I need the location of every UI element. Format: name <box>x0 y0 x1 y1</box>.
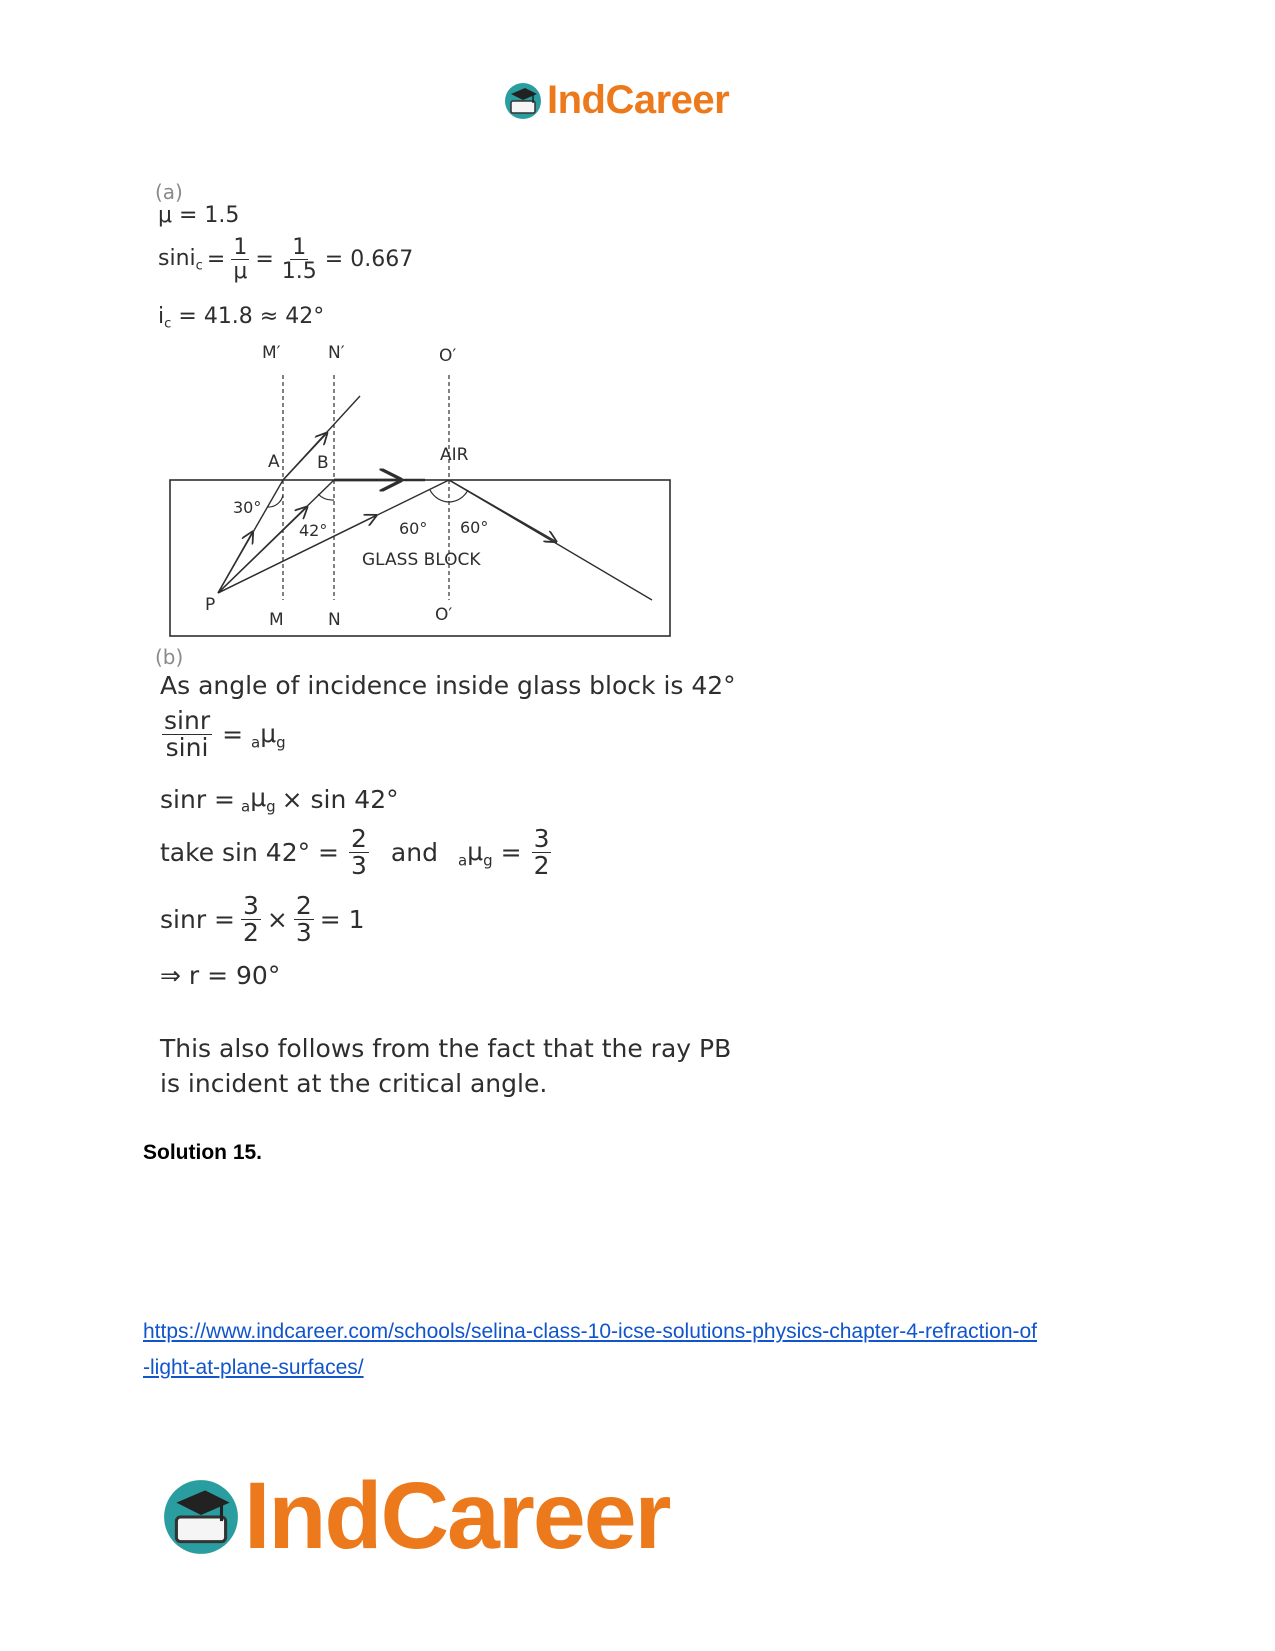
sin-ic-lhs: sini$_c$ <box>158 245 203 274</box>
substitution-line: take sin 42° = $\frac{2}{3}$ and $_a\mu_g$ = $\frac{3}{2}$ <box>160 824 550 881</box>
source-link-line-1[interactable]: https://www.indcareer.com/schools/selina-class-10-icse-solutions-physics-chapter-4-refraction-of <box>143 1320 1038 1343</box>
arc-30 <box>267 495 283 507</box>
graduation-book-icon <box>503 81 543 121</box>
source-link[interactable] <box>143 1314 1143 1386</box>
snell-ratio-equation <box>160 708 286 762</box>
glass-block-diagram <box>150 335 690 645</box>
refractive-index-symbol: $_a\mu_g$ <box>457 836 493 869</box>
sinr-equation: sinr = $_a\mu_g$ × sin 42° <box>160 783 399 816</box>
label-m: M <box>269 610 284 630</box>
arc-42 <box>318 494 334 500</box>
label-angle-60-left: 60° <box>399 519 428 538</box>
label-b: B <box>317 453 329 473</box>
footer-logo <box>160 1462 670 1571</box>
fraction-two-thirds: $\frac{2}{3}$ <box>295 891 312 948</box>
arc-60-right <box>449 490 468 502</box>
ray-pb-arrow <box>218 508 306 593</box>
fraction-one-over-1-5: $\frac{1}{1.5}$ <box>281 235 317 285</box>
note-line-2: is incident at the critical angle. <box>160 1069 548 1098</box>
fraction-three-halves: $\frac{3}{2}$ <box>533 824 550 881</box>
label-o-prime-bottom: O′ <box>435 605 453 625</box>
source-link-line-2[interactable]: -light-at-plane-surfaces/ <box>143 1356 364 1379</box>
incidence-statement: As angle of incidence inside glass block is 42° <box>160 671 736 700</box>
sin-ic-equation <box>158 236 413 283</box>
label-angle-42: 42° <box>299 521 328 540</box>
label-p: P <box>205 595 216 615</box>
arc-60-left <box>430 490 449 502</box>
equals-sign: = <box>255 247 274 273</box>
header-logo <box>503 78 729 123</box>
mu-line: μ = 1.5 <box>158 203 240 228</box>
fraction-three-halves: $\frac{3}{2}$ <box>243 891 259 948</box>
fraction-sinr-over-sini: $\frac{\sin r}{\sin i}$ <box>164 706 211 763</box>
graduation-book-icon <box>160 1476 242 1558</box>
label-angle-60-right: 60° <box>460 518 489 537</box>
refractive-index-symbol: $_a\mu_g$ <box>251 718 286 751</box>
solution-heading: Solution 15. <box>143 1141 263 1164</box>
logo-text: IndCareer <box>547 78 730 122</box>
sin-ic-result: = 0.667 <box>324 247 414 273</box>
logo-text: IndCareer <box>244 1463 670 1569</box>
label-m-prime: M′ <box>262 343 281 363</box>
label-n-prime: N′ <box>328 343 345 363</box>
part-a-label: (a) <box>155 180 183 204</box>
label-o-prime-top: O′ <box>439 346 457 366</box>
label-a: A <box>268 452 280 472</box>
result-line: ⇒ r = 90° <box>160 961 281 990</box>
ray-po-arrow <box>218 516 375 593</box>
label-glass-block: GLASS BLOCK <box>362 550 481 570</box>
equals-sign: = <box>206 247 226 273</box>
refractive-index-symbol: $_a\mu_g$ <box>241 783 276 816</box>
label-n: N <box>328 610 341 630</box>
critical-angle-line: $i_c = 41.8 \approx 42^\circ$ <box>158 304 325 332</box>
fraction-two-thirds: $\frac{2}{3}$ <box>351 824 367 881</box>
calculation-line: sinr = $\frac{3}{2}$ × $\frac{2}{3}$ = 1 <box>160 891 365 948</box>
note-line-1: This also follows from the fact that the ray PB <box>160 1034 732 1063</box>
label-air: AIR <box>440 445 469 465</box>
label-angle-30: 30° <box>233 498 262 517</box>
part-b-label: (b) <box>155 645 184 669</box>
equals-sign: = <box>222 720 244 750</box>
fraction-one-over-mu: $\frac{1}{\mu}$ <box>233 235 248 285</box>
